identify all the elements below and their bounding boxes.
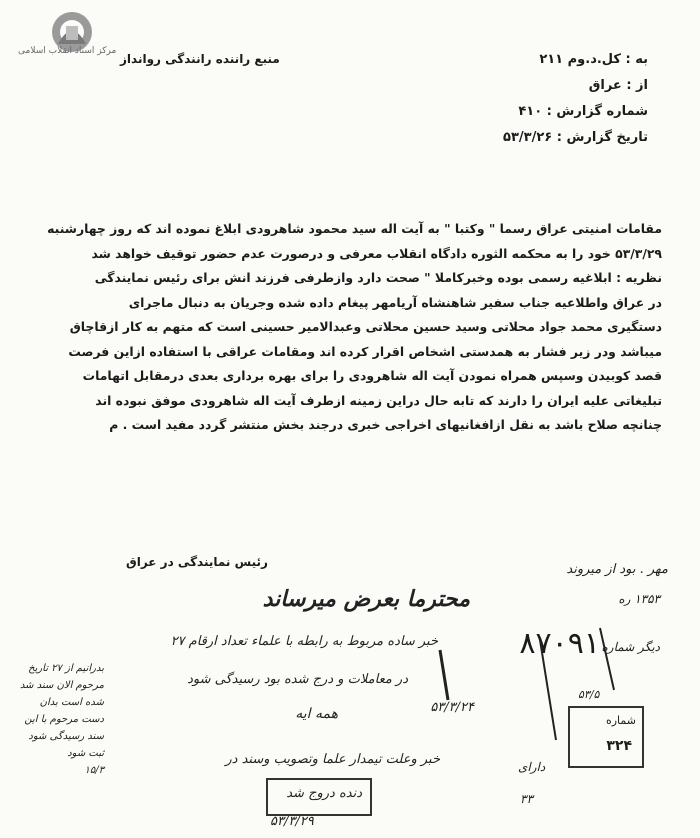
handwritten-line: همه ایه	[295, 706, 338, 722]
handwritten-line: در معاملات و درج شده بود رسیدگی شود	[187, 672, 408, 687]
signature-title: رئیس نمایندگی در عراق	[126, 555, 268, 569]
handwritten-heading: محترما بعرض میرساند	[262, 586, 470, 612]
handwritten-note: مهر . بود از میروند	[566, 562, 668, 577]
handwritten-note: ۳۳	[520, 792, 533, 806]
stamp-label: شماره	[605, 714, 636, 727]
handwritten-date: ۵۳/۳/۲۹	[270, 814, 314, 829]
institute-name: مرکز اسناد انقلاب اسلامی	[18, 46, 117, 56]
margin-note-line: ثبت شود	[67, 748, 104, 759]
body-line: مقامات امنیتی عراق رسما " وکتبا " به آیت اله سید محمود شاهرودی ابلاغ نموده اند که روز چهارشنبه	[47, 221, 662, 236]
body-line: در عراق واطلاعیه جناب سفیر شاهنشاه آریامهر پیغام داده شده وجریان به دنبال ماجرای	[128, 294, 662, 310]
sender: از : عراق	[588, 78, 648, 93]
body-line: چنانچه صلاح باشد به نقل ازافغانیهای اخراجی خبری درجند بخش منتشر گردد مفید است . م	[109, 417, 662, 432]
body-line: ۵۳/۳/۲۹ خود را به محکمه الثوره دادگاه انقلاب معرفی و درصورت عدم حضور توقیف خواهد شد	[91, 245, 662, 261]
handwritten-line: خبر ساده مربوط به رابطه با علماء تعداد ارقام ۲۷	[170, 634, 438, 649]
margin-note-line: شده است بدان	[39, 697, 104, 708]
handwritten-ref: ۱۳۵۳ ره	[618, 592, 660, 606]
body-line: نظریه : ابلاغیه رسمی بوده وخبرکاملا " صحت دارد وازطرفی فرزند انش برای رئیس نمایندگی	[94, 270, 662, 285]
margin-note-line: سند رسیدگی شود	[28, 731, 104, 742]
handwritten-line: خبر وعلت تیمدار علما وتصویب وسند در	[225, 752, 440, 767]
report-date: تاریخ گزارش : ۵۳/۳/۲۶	[503, 130, 648, 145]
body-line: میباشد ودر زیر فشار به همدستی اشخاص اقرار کرده اند ومقامات عراقی با استفاده ازاین فرصت	[68, 343, 662, 359]
number-label: دیگر شماره	[601, 640, 660, 654]
body-line: دستگیری محمد جواد محلاتی وسید حسین محلاتی وعبدالامیر حسینی است که متهم به کار ازقاچاق	[69, 319, 662, 334]
margin-note-line: مرحوم الان سند شد	[19, 680, 104, 691]
handwritten-date: ۵۳/۳/۲۴	[430, 700, 474, 715]
margin-note-line: بدرانیم از ۲۷ تاریخ	[28, 663, 104, 674]
source-line: منبع راننده رانندگی روانداز	[120, 52, 280, 66]
stamp-small: ۵۳/۵	[578, 688, 600, 701]
recipient: به : کل.د.وم ۲۱۱	[539, 52, 648, 67]
handwritten-line: دنده دروج شد	[286, 786, 362, 801]
handwritten-number: ۸۷۰۹۱	[519, 626, 600, 661]
handwritten-note: دارای	[518, 760, 546, 774]
body-line: تبلیغاتی علیه ایران را دارند که تابه حال دراین زمینه ازطرف آیت اله شاهرودی موفق نبوده اند	[95, 392, 662, 408]
report-number: شماره گزارش : ۴۱۰	[518, 104, 648, 119]
margin-note-line: ۱۵/۳	[84, 765, 104, 776]
body-line: قصد کوبیدن وسپس همراه نمودن آیت اله شاهرودی را برای بهره برداری بعدی درمقابل اتهامات	[82, 368, 662, 383]
margin-note-line: دست مرحوم با این	[24, 714, 104, 725]
stamp-number: ۳۲۴	[606, 738, 632, 754]
